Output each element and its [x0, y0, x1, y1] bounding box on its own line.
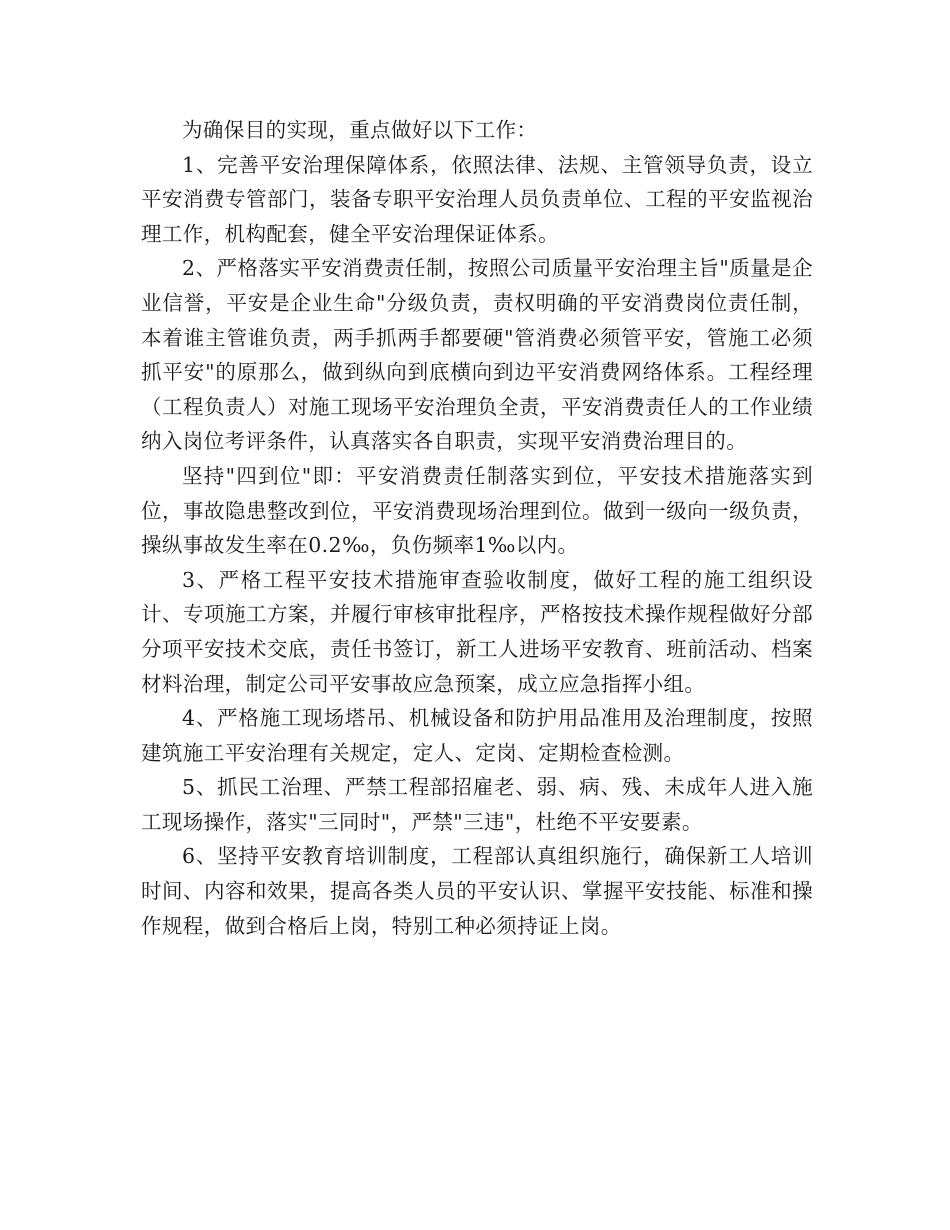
paragraph-item-5: 5、抓民工治理、严禁工程部招雇老、弱、病、残、未成年人进入施工现场操作，落实"三同时"，严禁"三违"，杜绝不平安要素。 — [141, 775, 813, 834]
paragraph-item-2: 2、严格落实平安消费责任制，按照公司质量平安治理主旨"质量是企业信誉，平安是企业生命"分级负责，责权明确的平安消费岗位责任制，本着谁主管谁负责，两手抓两手都要硬"管消费必须管平安，管施工必须抓平安"的原那么，做到纵向到底横向到边平安消费网络体系。工程经理（工程负责人）对施工现场平安治理负全责，平安消费责任人的工作业绩纳入岗位考评条件，认真落实各自职责，实现平安消费治理目的。 — [141, 256, 813, 454]
paragraph-item-1: 1、完善平安治理保障体系，依照法律、法规、主管领导负责，设立平安消费专管部门，装备专职平安治理人员负责单位、工程的平安监视治理工作，机构配套，健全平安治理保证体系。 — [141, 152, 813, 246]
paragraph-intro: 为确保目的实现，重点做好以下工作： — [182, 118, 538, 142]
paragraph-item-6: 6、坚持平安教育培训制度，工程部认真组织施行，确保新工人培训时间、内容和效果，提高各类人员的平安认识、掌握平安技能、标准和操作规程，做到合格后上岗，特别工种必须持证上岗。 — [141, 844, 813, 938]
paragraph-item-3: 3、严格工程平安技术措施审查验收制度，做好工程的施工组织设计、专项施工方案，并履行审核审批程序，严格按技术操作规程做好分部分项平安技术交底，责任书签订，新工人进场平安教育、班前活动、档案材料治理，制定公司平安事故应急预案，成立应急指挥小组。 — [141, 567, 813, 696]
document-body — [141, 113, 813, 943]
paragraph-item-4: 4、严格施工现场塔吊、机械设备和防护用品准用及治理制度，按照建筑施工平安治理有关规定，定人、定岗、定期检查检测。 — [141, 706, 813, 765]
paragraph-four-in-place: 坚持"四到位"即：平安消费责任制落实到位，平安技术措施落实到位，事故隐患整改到位，平安消费现场治理到位。做到一级向一级负责，操纵事故发生率在0.2‰，负伤频率1‰以内。 — [141, 463, 813, 558]
